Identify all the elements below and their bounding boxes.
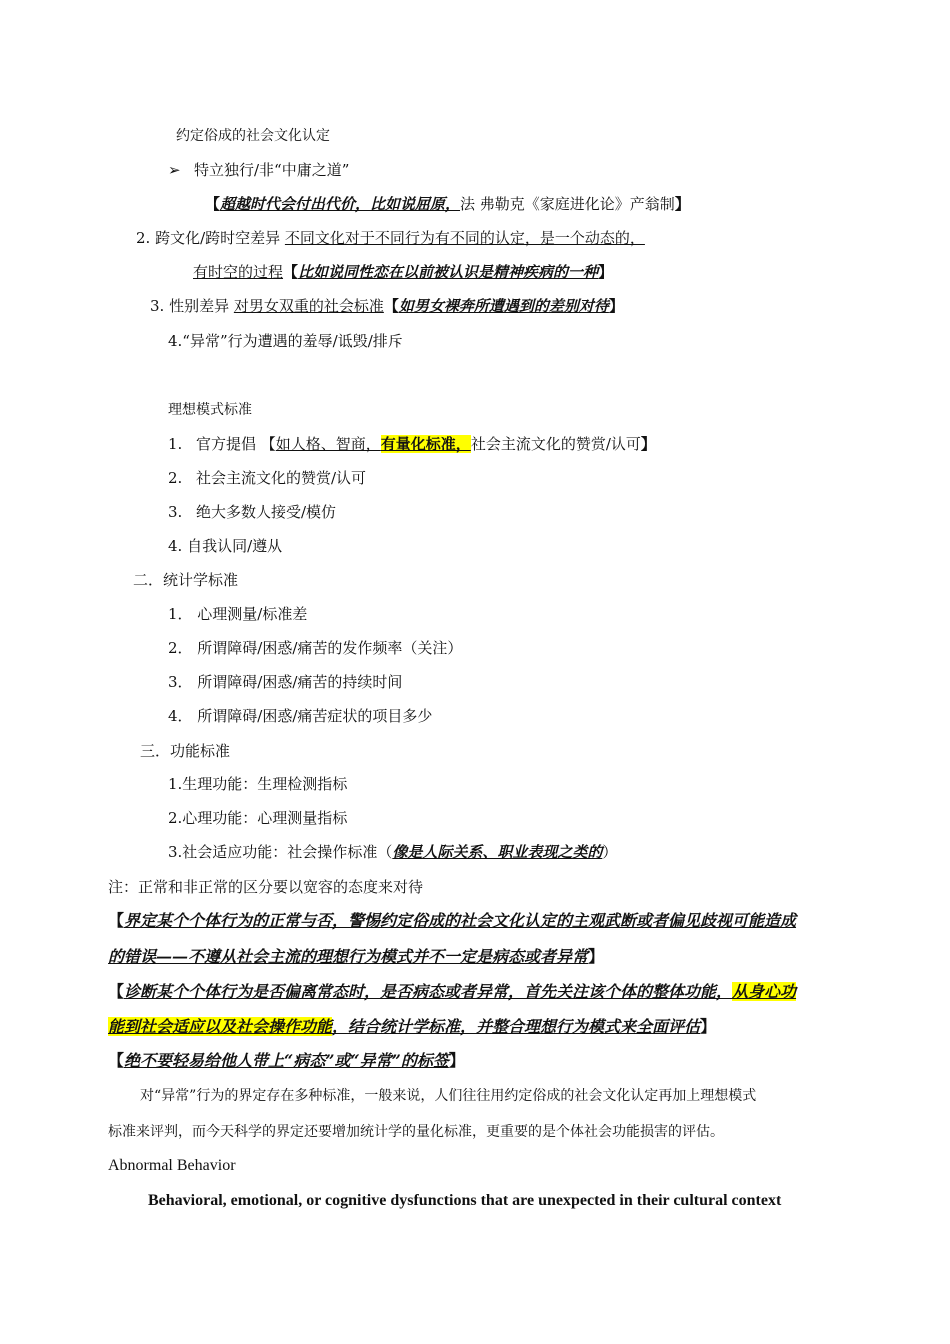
emphasis-line: 【绝不要轻易给他人带上“病态”或“异常”的标签】 [108,1051,465,1070]
section-heading: 理想模式标准 [168,402,252,418]
list-item: 4． 所谓障碍/困惑/痛苦症状的项目多少 [168,707,433,725]
list-item: 2. 社会主流文化的赞赏/认可 [168,469,367,487]
list-item: 3. 绝大多数人接受/模仿 [168,503,337,521]
list-item: 2． 所谓障碍/困惑/痛苦的发作频率（关注） [168,639,463,657]
bullet-item: ➢ 特立独行/非“中庸之道” [168,161,350,179]
emphasis-line: 的错误——不遵从社会主流的理想行为模式并不一定是病态或者异常】 [108,947,605,966]
list-item-continuation: 有时空的过程【比如说同性恋在以前被认识是精神疾病的一种】 [193,263,614,281]
section-heading: 二．统计学标准 [133,571,239,589]
note-paragraph: 注：正常和非正常的区分要以宽容的态度来对待 [108,878,424,896]
emphasis-line: 【界定某个个体行为的正常与否，警惕约定俗成的社会文化认定的主观武断或者偏见歧视可能造成 [108,911,797,930]
arrow-bullet-icon: ➢ [168,161,181,179]
note-line: 【超越时代会付出代价，比如说屈原，法 弗勒克《家庭进化论》产翁制】 [205,195,690,213]
list-item: 3． 所谓障碍/困惑/痛苦的持续时间 [168,673,403,691]
english-definition: Behavioral, emotional, or cognitive dysfunctions that are unexpected in their cultural context [148,1192,782,1209]
list-item: 2.心理功能：心理测量指标 [168,809,348,827]
list-item: 1． 心理测量/标准差 [168,605,308,623]
list-item: 3. 性别差异 对男女双重的社会标准【如男女裸奔所遭遇到的差别对待】 [150,297,624,315]
emphasis-line: 【诊断某个个体行为是否偏离常态时，是否病态或者异常，首先关注该个体的整体功能，从身心功 [108,982,797,1001]
list-item: 2. 跨文化/跨时空差异 不同文化对于不同行为有不同的认定，是一个动态的， [136,229,645,247]
emphasis-line: 能到社会适应以及社会操作功能，结合统计学标准，并整合理想行为模式来全面评估】 [108,1017,717,1036]
list-item: 1. 官方提倡 【如人格、智商，有量化标准，社会主流文化的赞赏/认可】 [168,435,656,453]
english-heading: Abnormal Behavior [108,1157,236,1174]
list-item: 1.生理功能：生理检测指标 [168,775,348,793]
section-heading: 三．功能标准 [140,742,231,760]
list-item: 4.“异常”行为遭遇的羞辱/诋毁/排斥 [168,332,403,350]
list-item: 3.社会适应功能：社会操作标准（像是人际关系、职业表现之类的） [168,843,618,861]
summary-paragraph: 对“异常”行为的界定存在多种标准，一般来说，人们往往用约定俗成的社会文化认定再加上理想模式 [140,1088,757,1104]
list-item: 4. 自我认同/遵从 [168,537,283,555]
cultural-standard-heading: 约定俗成的社会文化认定 [176,128,330,144]
summary-paragraph: 标准来评判，而今天科学的界定还要增加统计学的量化标准，更重要的是个体社会功能损害的评估。 [108,1124,724,1140]
